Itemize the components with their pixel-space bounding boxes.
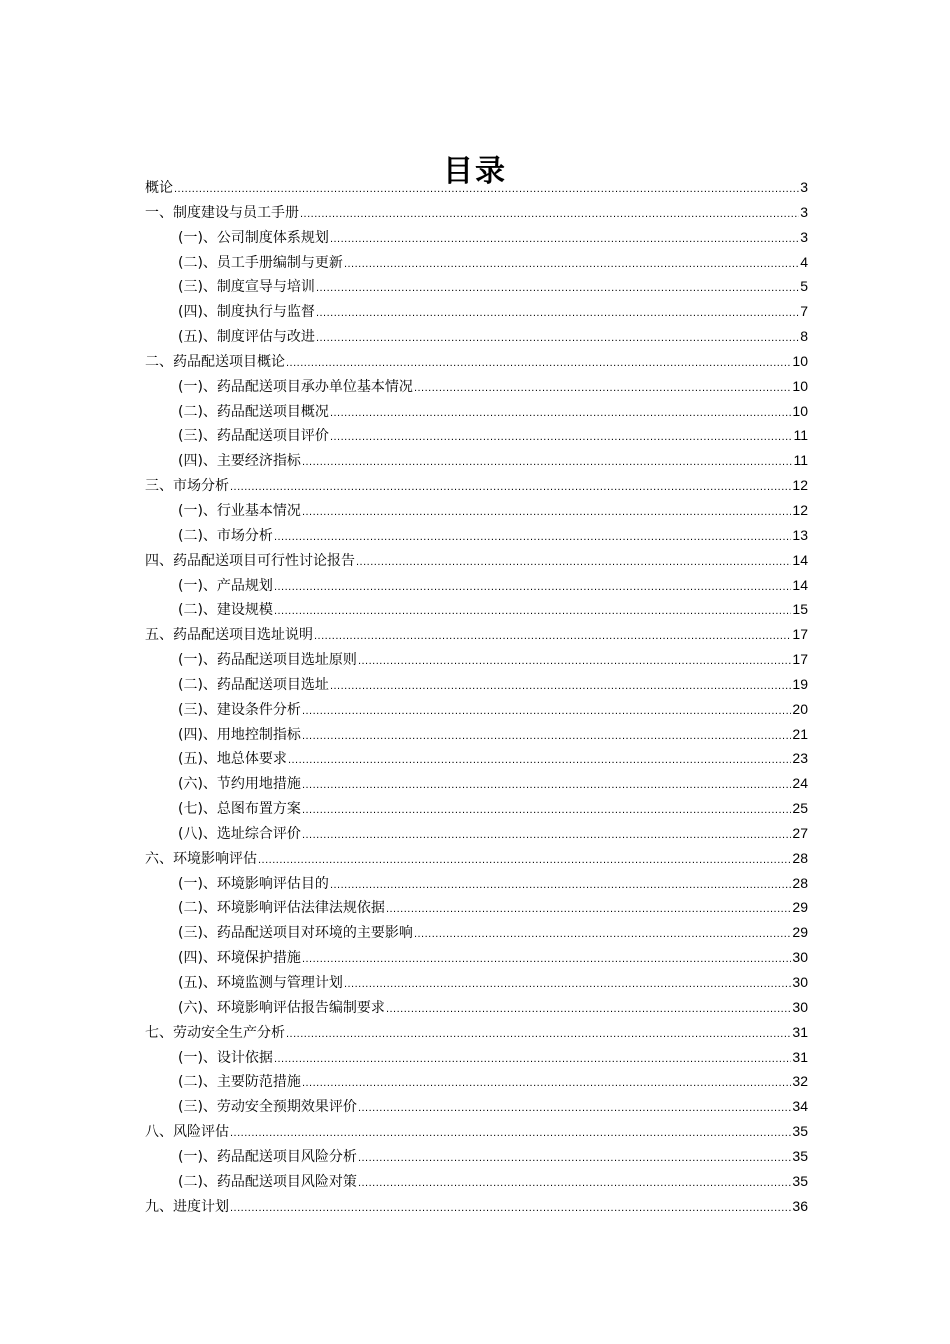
toc-page-number: 21 (792, 725, 808, 742)
toc-subsection-entry[interactable] (145, 1069, 808, 1094)
toc-dot-leader (386, 997, 791, 1022)
toc-page-number: 3 (800, 179, 808, 195)
toc-section-entry[interactable] (145, 349, 808, 374)
toc-subsection-entry[interactable] (145, 995, 808, 1020)
toc-dot-leader (358, 1146, 791, 1171)
toc-dot-leader (356, 550, 791, 575)
toc-page-number: 31 (792, 1023, 808, 1040)
toc-entry-title: (二)、市场分析 (178, 527, 273, 544)
toc-subsection-entry[interactable] (145, 324, 808, 349)
toc-subsection-entry[interactable] (145, 573, 808, 598)
toc-dot-leader (230, 1121, 791, 1146)
toc-entry-title: (二)、环境影响评估法律法规依据 (178, 900, 385, 917)
toc-page-number: 8 (800, 328, 808, 345)
toc-entry-title: 四、药品配送项目可行性讨论报告 (145, 552, 355, 569)
toc-entry-title: 六、环境影响评估 (145, 850, 257, 867)
toc-page-number: 19 (792, 675, 808, 692)
toc-page-number: 27 (792, 824, 808, 841)
toc-page-number: 28 (792, 849, 808, 866)
toc-dot-leader (174, 177, 799, 202)
toc-subsection-entry[interactable] (145, 796, 808, 821)
toc-page-number: 10 (792, 352, 808, 369)
toc-dot-leader (330, 401, 791, 426)
toc-page-number: 10 (792, 402, 808, 419)
toc-subsection-entry[interactable] (145, 945, 808, 970)
toc-subsection-entry[interactable] (145, 1094, 808, 1119)
toc-subsection-entry[interactable] (145, 1045, 808, 1070)
toc-dot-leader (302, 699, 791, 724)
toc-dot-leader (414, 376, 791, 401)
toc-page-number: 13 (792, 526, 808, 543)
toc-page-number: 25 (792, 800, 808, 817)
toc-dot-leader (302, 947, 791, 972)
toc-subsection-entry[interactable] (145, 498, 808, 523)
toc-dot-leader (302, 450, 793, 475)
toc-entry-title: (二)、药品配送项目概况 (178, 403, 329, 420)
toc-subsection-entry[interactable] (145, 597, 808, 622)
toc-page-number: 3 (800, 203, 808, 220)
toc-entry-title: (四)、制度执行与监督 (178, 304, 315, 321)
toc-dot-leader (302, 1071, 791, 1096)
toc-section-entry[interactable] (145, 175, 808, 200)
toc-entry-title: (六)、环境影响评估报告编制要求 (178, 999, 385, 1016)
toc-dot-leader (274, 599, 791, 624)
toc-entry-title: 三、市场分析 (145, 478, 229, 495)
toc-subsection-entry[interactable] (145, 970, 808, 995)
toc-subsection-entry[interactable] (145, 647, 808, 672)
toc-page-number: 36 (792, 1197, 808, 1214)
toc-entry-title: (七)、总图布置方案 (178, 801, 301, 818)
toc-entry-title: (五)、地总体要求 (178, 751, 287, 768)
toc-subsection-entry[interactable] (145, 1169, 808, 1194)
toc-dot-leader (358, 649, 791, 674)
toc-dot-leader (414, 922, 791, 947)
table-of-contents (145, 175, 808, 1218)
toc-subsection-entry[interactable] (145, 871, 808, 896)
toc-page-number: 7 (800, 303, 808, 320)
toc-entry-title: (三)、药品配送项目评价 (178, 428, 329, 445)
toc-page-number: 35 (792, 1172, 808, 1189)
toc-entry-title: (一)、行业基本情况 (178, 502, 301, 519)
toc-page-number: 12 (792, 477, 808, 494)
toc-page-number: 17 (792, 626, 808, 643)
toc-subsection-entry[interactable] (145, 299, 808, 324)
toc-dot-leader (344, 972, 791, 997)
toc-dot-leader (288, 748, 791, 773)
toc-dot-leader (274, 525, 791, 550)
toc-subsection-entry[interactable] (145, 771, 808, 796)
toc-page-number: 11 (793, 427, 808, 444)
toc-section-entry[interactable] (145, 1020, 808, 1045)
toc-page-number: 31 (792, 1048, 808, 1065)
toc-entry-title: (三)、劳动安全预期效果评价 (178, 1099, 357, 1116)
toc-page-number: 10 (792, 377, 808, 394)
toc-page-number: 30 (792, 974, 808, 990)
toc-dot-leader (330, 425, 793, 450)
toc-subsection-entry[interactable] (145, 722, 808, 747)
toc-subsection-entry[interactable] (145, 697, 808, 722)
toc-entry-title: (三)、建设条件分析 (178, 701, 301, 718)
toc-entry-title: (一)、药品配送项目风险分析 (178, 1148, 357, 1165)
toc-entry-title: 九、进度计划 (145, 1198, 229, 1215)
toc-entry-title: (一)、设计依据 (178, 1049, 273, 1066)
toc-dot-leader (314, 624, 791, 649)
toc-entry-title: (一)、环境影响评估目的 (178, 875, 329, 892)
toc-subsection-entry[interactable] (145, 920, 808, 945)
toc-entry-title: (二)、主要防范措施 (178, 1074, 301, 1091)
toc-entry-title: (四)、环境保护措施 (178, 950, 301, 967)
toc-dot-leader (358, 1171, 791, 1196)
toc-dot-leader (330, 227, 799, 252)
toc-entry-title: (三)、制度宣导与培训 (178, 279, 315, 296)
toc-subsection-entry[interactable] (145, 225, 808, 250)
toc-entry-title: 八、风险评估 (145, 1124, 229, 1141)
toc-entry-title: (二)、员工手册编制与更新 (178, 254, 343, 271)
toc-page-number: 3 (800, 228, 808, 245)
toc-entry-title: (八)、选址综合评价 (178, 825, 301, 842)
toc-dot-leader (302, 500, 791, 525)
toc-entry-title: (一)、公司制度体系规划 (178, 229, 329, 246)
toc-page-number: 23 (792, 750, 808, 767)
toc-dot-leader (300, 202, 799, 227)
toc-entry-title: (五)、环境监测与管理计划 (178, 975, 343, 991)
toc-entry-title: 一、制度建设与员工手册 (145, 204, 299, 221)
toc-entry-title: 概论 (145, 180, 173, 196)
toc-subsection-entry[interactable] (145, 274, 808, 299)
toc-section-entry[interactable] (145, 548, 808, 573)
toc-page-number: 4 (800, 253, 808, 270)
toc-dot-leader (302, 823, 791, 848)
toc-subsection-entry[interactable] (145, 448, 808, 473)
toc-page-number: 32 (792, 1073, 808, 1090)
toc-dot-leader (316, 326, 799, 351)
toc-entry-title: (三)、药品配送项目对环境的主要影响 (178, 925, 413, 942)
toc-page-number: 15 (792, 601, 808, 618)
toc-page-number: 14 (792, 551, 808, 568)
toc-dot-leader (316, 301, 799, 326)
toc-dot-leader (316, 276, 799, 301)
toc-page-number: 28 (792, 874, 808, 891)
toc-dot-leader (274, 575, 791, 600)
toc-dot-leader (286, 351, 791, 376)
toc-section-entry[interactable] (145, 1194, 808, 1219)
toc-dot-leader (258, 848, 791, 873)
toc-entry-title: (五)、制度评估与改进 (178, 329, 315, 346)
toc-subsection-entry[interactable] (145, 374, 808, 399)
toc-dot-leader (358, 1096, 791, 1121)
toc-subsection-entry[interactable] (145, 746, 808, 771)
toc-section-entry[interactable] (145, 846, 808, 871)
toc-entry-title: (二)、药品配送项目风险对策 (178, 1173, 357, 1190)
toc-section-entry[interactable] (145, 1119, 808, 1144)
toc-section-entry[interactable] (145, 622, 808, 647)
toc-subsection-entry[interactable] (145, 250, 808, 275)
toc-page-number: 30 (792, 998, 808, 1015)
toc-entry-title: 七、劳动安全生产分析 (145, 1024, 285, 1041)
toc-page-number: 35 (792, 1147, 808, 1164)
toc-page-number: 29 (792, 924, 808, 941)
toc-page-number: 30 (792, 949, 808, 966)
toc-page-number: 17 (792, 651, 808, 668)
toc-entry-title: (二)、建设规模 (178, 602, 273, 619)
toc-entry-title: 五、药品配送项目选址说明 (145, 627, 313, 644)
toc-page-number: 12 (792, 501, 808, 518)
toc-entry-title: (一)、药品配送项目承办单位基本情况 (178, 378, 413, 395)
toc-entry-title: (一)、药品配送项目选址原则 (178, 652, 357, 669)
toc-entry-title: (六)、节约用地措施 (178, 776, 301, 793)
toc-subsection-entry[interactable] (145, 672, 808, 697)
toc-entry-title: (二)、药品配送项目选址 (178, 676, 329, 693)
toc-page-number: 11 (793, 452, 808, 469)
toc-entry-title: (一)、产品规划 (178, 577, 273, 594)
toc-subsection-entry[interactable] (145, 821, 808, 846)
toc-dot-leader (330, 873, 791, 898)
toc-dot-leader (344, 252, 799, 277)
toc-section-entry[interactable] (145, 200, 808, 225)
toc-dot-leader (302, 724, 791, 749)
toc-subsection-entry[interactable] (145, 523, 808, 548)
toc-dot-leader (302, 798, 791, 823)
toc-page-number: 34 (792, 1098, 808, 1115)
toc-page-number: 5 (800, 278, 808, 295)
toc-subsection-entry[interactable] (145, 399, 808, 424)
toc-title: 目录 (443, 154, 507, 190)
toc-dot-leader (274, 1047, 791, 1072)
toc-subsection-entry[interactable] (145, 423, 808, 448)
toc-dot-leader (386, 897, 791, 922)
toc-page-number: 20 (792, 700, 808, 717)
toc-dot-leader (230, 475, 791, 500)
toc-entry-title: 二、药品配送项目概论 (145, 353, 285, 370)
toc-page-number: 29 (792, 899, 808, 916)
toc-entry-title: (四)、主要经济指标 (178, 453, 301, 470)
toc-subsection-entry[interactable] (145, 1144, 808, 1169)
toc-dot-leader (230, 1196, 791, 1221)
toc-subsection-entry[interactable] (145, 895, 808, 920)
toc-page-number: 24 (792, 775, 808, 792)
toc-section-entry[interactable] (145, 473, 808, 498)
toc-page-number: 35 (792, 1123, 808, 1140)
toc-page-number: 14 (792, 576, 808, 593)
toc-dot-leader (286, 1022, 791, 1047)
toc-entry-title: (四)、用地控制指标 (178, 726, 301, 743)
toc-dot-leader (330, 674, 791, 699)
toc-dot-leader (302, 773, 791, 798)
